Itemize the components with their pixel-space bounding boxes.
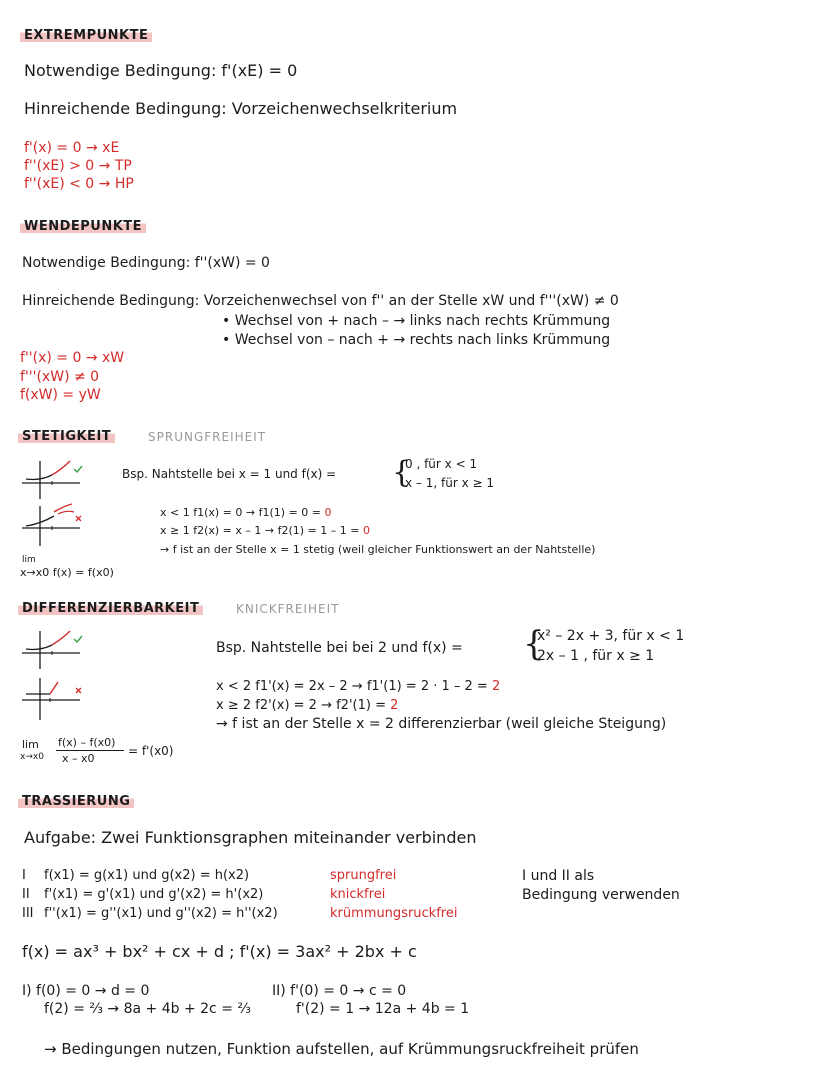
differenzierbarkeit-line-1: x < 2 f1'(x) = 2x – 2 → f1'(1) = 2 · 1 – 2 = 2 — [216, 679, 501, 694]
extrempunkte-red-line-3: f''(xE) < 0 → HP — [24, 176, 134, 192]
stetigkeit-conclusion: → f ist an der Stelle x = 1 stetig (weil gleicher Funktionswert an der Nahtstelle) — [160, 543, 596, 556]
diff-limit-fraction-bar — [56, 750, 124, 751]
stetigkeit-example: Bsp. Nahtstelle bei x = 1 und f(x) = — [122, 467, 337, 481]
stetigkeit-line-2: x ≥ 1 f2(x) = x – 1 → f2(1) = 1 – 1 = 0 — [160, 524, 370, 537]
stetigkeit-brace: { — [392, 455, 412, 490]
extrempunkte-heading: EXTREMPUNKTE — [20, 27, 152, 43]
wendepunkte-notwendig: Notwendige Bedingung: f''(xW) = 0 — [22, 255, 270, 271]
extrempunkte-hinreichend: Hinreichende Bedingung: Vorzeichenwechselkriterium — [24, 99, 458, 118]
trassierung-heading: TRASSIERUNG — [18, 793, 134, 809]
differenzierbarkeit-conclusion: → f ist an der Stelle x = 2 differenzierbar (weil gleiche Steigung) — [216, 716, 667, 732]
stetigkeit-case-2: x – 1, für x ≥ 1 — [405, 476, 494, 490]
trassierung-note-1: I und II als — [522, 868, 595, 884]
differenzierbarkeit-example: Bsp. Nahtstelle bei bei 2 und f(x) = — [216, 640, 463, 656]
cross-icon — [76, 516, 81, 521]
diff-limit-denominator: x – x0 — [62, 752, 95, 765]
trassierung-row-eq-3: f''(x1) = g''(x1) und g''(x2) = h''(x2) — [44, 906, 278, 921]
differenzierbarkeit-case-2: 2x – 1 , für x ≥ 1 — [537, 648, 655, 664]
trassierung-cond-I-1: I) f(0) = 0 → d = 0 — [22, 983, 150, 999]
trassierung-task: Aufgabe: Zwei Funktionsgraphen miteinander verbinden — [24, 828, 477, 847]
wendepunkte-red-line: f''(x) = 0 → xW — [20, 350, 125, 366]
differenzierbarkeit-brace: { — [523, 624, 545, 664]
stetigkeit-limit: x→x0 f(x) = f(x0) — [20, 566, 114, 579]
differenzierbarkeit-heading: DIFFERENZIERBARKEIT — [18, 600, 203, 616]
jump-graph-sketch — [18, 502, 88, 548]
wendepunkte-heading: WENDEPUNKTE — [20, 218, 146, 234]
trassierung-function: f(x) = ax³ + bx² + cx + d ; f'(x) = 3ax² + 2bx + c — [22, 942, 417, 961]
trassierung-row-num-2: II — [22, 887, 30, 902]
trassierung-row-num-1: I — [22, 868, 26, 883]
diff-limit-rhs: = f'(x0) — [128, 744, 174, 758]
trassierung-row-eq-2: f'(x1) = g'(x1) und g'(x2) = h'(x2) — [44, 887, 264, 902]
trassierung-row-label-3: krümmungsruckfrei — [330, 906, 458, 921]
differenzierbarkeit-case-1: x² – 2x + 3, für x < 1 — [537, 628, 685, 644]
trassierung-row-label-2: knickfrei — [330, 887, 386, 902]
diff-limit-numerator: f(x) – f(x0) — [58, 736, 116, 749]
cross-icon — [76, 688, 81, 693]
trassierung-cond-II-2: f'(2) = 1 → 12a + 4b = 1 — [296, 1001, 470, 1017]
trassierung-row-num-3: III — [22, 906, 34, 921]
wendepunkte-line-2: f(xW) = yW — [20, 387, 101, 403]
trassierung-cond-I-2: f(2) = ⅔ → 8a + 4b + 2c = ⅔ — [44, 1001, 251, 1017]
trassierung-cond-II-1: II) f'(0) = 0 → c = 0 — [272, 983, 407, 999]
wendepunkte-line-1: f'''(xW) ≠ 0 — [20, 369, 100, 385]
stetigkeit-heading: STETIGKEIT — [18, 428, 115, 444]
extrempunkte-red-line-2: f''(xE) > 0 → TP — [24, 158, 132, 174]
check-icon — [74, 636, 82, 642]
wendepunkte-hinreichend: Hinreichende Bedingung: Vorzeichenwechsel von f'' an der Stelle xW und f'''(xW) ≠ 0 — [22, 293, 619, 309]
differenzierbarkeit-subtitle: KNICKFREIHEIT — [236, 602, 340, 616]
wendepunkte-bullet-2: • Wechsel von – nach + → rechts nach links Krümmung — [222, 332, 611, 348]
differenzierbarkeit-line-2: x ≥ 2 f2'(x) = 2 → f2'(1) = 2 — [216, 698, 399, 713]
diff-limit-under: x→x0 — [20, 752, 44, 762]
check-icon — [74, 466, 82, 472]
continuous-graph-sketch — [18, 455, 88, 501]
stetigkeit-case-1: 0 , für x < 1 — [405, 457, 478, 471]
trassierung-final: → Bedingungen nutzen, Funktion aufstellen, auf Krümmungsruckfreiheit prüfen — [44, 1040, 639, 1058]
extrempunkte-red-line-1: f'(x) = 0 → xE — [24, 140, 120, 156]
smooth-graph-sketch — [18, 625, 88, 671]
kink-graph-sketch — [18, 676, 88, 722]
stetigkeit-limit-lim: lim — [22, 555, 36, 565]
stetigkeit-line-1: x < 1 f1(x) = 0 → f1(1) = 0 = 0 — [160, 506, 332, 519]
extrempunkte-notwendig: Notwendige Bedingung: f'(xE) = 0 — [24, 61, 298, 80]
trassierung-note-2: Bedingung verwenden — [522, 887, 680, 903]
trassierung-row-label-1: sprungfrei — [330, 868, 397, 883]
trassierung-row-eq-1: f(x1) = g(x1) und g(x2) = h(x2) — [44, 868, 250, 883]
stetigkeit-subtitle: SPRUNGFREIHEIT — [148, 430, 267, 444]
diff-limit-lim: lim — [22, 738, 39, 751]
wendepunkte-bullet-1: • Wechsel von + nach – → links nach rechts Krümmung — [222, 313, 611, 329]
